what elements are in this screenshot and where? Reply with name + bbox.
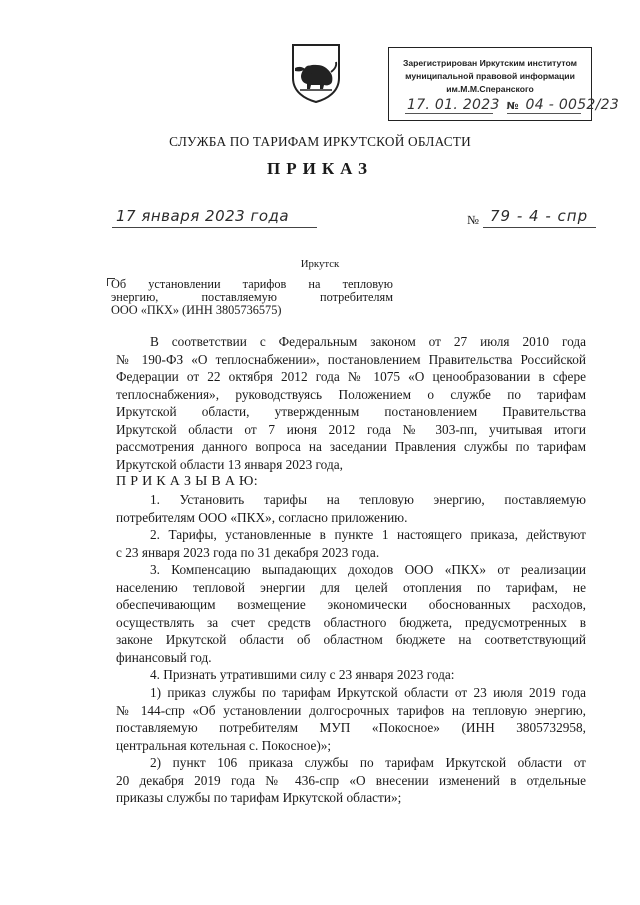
stamp-date-underline [405, 113, 493, 114]
text-line: Иркутской области от 7 июня 2012 года № 303-пп, учитывая итоги [116, 421, 586, 437]
text-line: теплоснабжения», руководствуясь Положением о службе по тарифам [116, 386, 586, 402]
agency-name: СЛУЖБА ПО ТАРИФАМ ИРКУТСКОЙ ОБЛАСТИ [169, 134, 471, 149]
text-line: 20 декабря 2019 года № 436-спр «О внесении изменений в отдельные [116, 772, 586, 788]
stamp-number-underline [507, 113, 581, 114]
text-line: № 190-ФЗ «О теплоснабжении», постановлением Правительства Российской [116, 351, 586, 367]
stamp-registration-date: 17. 01. 2023 [407, 97, 500, 113]
text-line: потребителям ООО «ПКХ», согласно приложению. [116, 509, 408, 525]
subject-line: энергию, поставляемую потребителям [111, 290, 393, 304]
subject-line: Об установлении тарифов на тепловую [111, 277, 393, 291]
order-word: П Р И К А З Ы В А Ю: [116, 474, 258, 489]
stamp-registration-entry [407, 97, 619, 113]
text-line: № 144-спр «Об установлении долгосрочных тарифов на тепловую энергию, [116, 702, 586, 718]
stamp-registration-number: 04 - 0052/23 [525, 97, 620, 113]
text-line: 2. Тарифы, установленные в пункте 1 настоящего приказа, действуют [150, 527, 586, 542]
text-line: законе Иркутской области об областном бюджете на соответствующий [116, 632, 586, 647]
text-line: центральная котельная с. Покосное)»; [116, 737, 332, 753]
text-line: В соответствии с Федеральным законом от 27 июля 2010 года [150, 334, 586, 349]
document-type: ПРИКАЗ [267, 159, 373, 178]
city-name: Иркутск [300, 258, 340, 270]
order-number-sign: № [467, 213, 479, 227]
stamp-number-sign: № [506, 101, 519, 112]
text-line: осуществлять за счет средств областного бюджета, предусмотренных в [116, 614, 586, 630]
text-line: финансовый год. [116, 649, 212, 665]
text-line: с 23 января 2023 года по 31 декабря 2023 года. [116, 544, 380, 560]
text-line: поставляемую потребителям МУП «Покосное» (ИНН 3805732958, [116, 720, 586, 735]
number-underline [483, 227, 596, 228]
stamp-institute-line-2: муниципальной правовой информации [405, 71, 575, 81]
order-date: 17 января 2023 года [116, 207, 290, 225]
text-line: 3. Компенсацию выпадающих доходов ООО «ПКХ» от реализации [150, 562, 586, 577]
registration-stamp [388, 47, 620, 121]
text-line: населению тепловой энергии для целей отопления по тарифам, не [116, 579, 586, 595]
text-line: Иркутской области, утвержденным постановлением Правительства [116, 404, 586, 419]
text-line: 1) приказ службы по тарифам Иркутской области от 23 июля 2019 года [150, 685, 586, 700]
text-line: 1. Установить тарифы на тепловую энергию, поставляемую [150, 492, 586, 507]
order-number: 79 - 4 - спр [490, 207, 589, 225]
text-line: Федерации от 22 октября 2012 года № 1075 «О ценообразовании в сфере [116, 369, 586, 384]
text-line: рассмотрения данного вопроса на заседании Правления службы по тарифам [116, 439, 586, 454]
stamp-institute-line: Зарегистрирован Иркутским институтом [402, 58, 578, 68]
text-line: Иркутской области 13 января 2023 года, [116, 456, 343, 472]
text-line: 4. Признать утратившими силу с 23 января 2023 года: [150, 667, 455, 682]
text-line: приказы службы по тарифам Иркутской области»; [116, 790, 402, 805]
stamp-institute-name: им.М.М.Сперанского [446, 84, 534, 94]
text-line: 2) пункт 106 приказа службы по тарифам Иркутской области от [150, 755, 586, 770]
date-underline [112, 227, 317, 228]
coat-of-arms-icon [287, 42, 345, 104]
subject-line: ООО «ПКХ» (ИНН 3805736575) [111, 303, 282, 317]
text-line: обеспечивающим возмещение экономически обоснованных расходов, [116, 597, 586, 612]
